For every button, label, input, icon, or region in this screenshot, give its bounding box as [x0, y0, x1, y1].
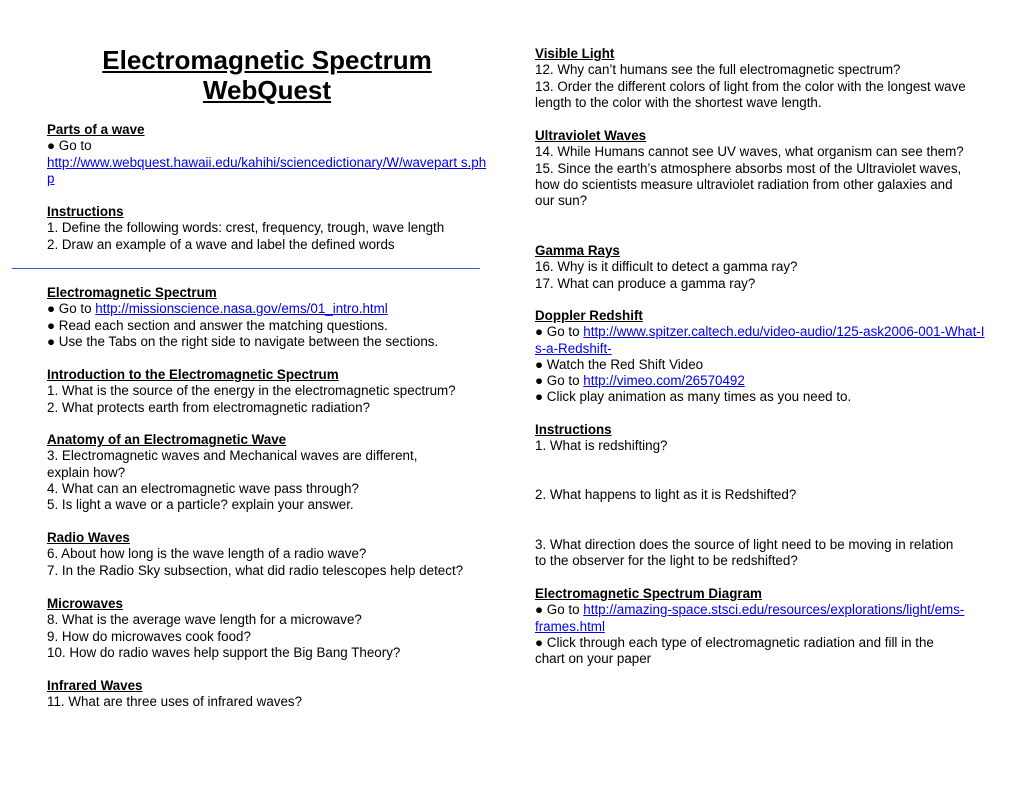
- section-parts-of-wave: [47, 122, 492, 187]
- go-to-text: ● Go to: [535, 373, 584, 389]
- go-to-text: ● Go to: [535, 324, 584, 340]
- heading-microwaves: Microwaves: [47, 596, 123, 611]
- bullet-item: ● Click play animation as many times as you need to.: [535, 389, 852, 405]
- question-item: 15. Since the earth’s atmosphere absorbs most of the Ultraviolet waves, how do scientists measure ultraviolet radiation from other galaxies and our sun?: [535, 160, 962, 209]
- question-item: 3. Electromagnetic waves and Mechanical waves are different, explain how?: [47, 448, 418, 480]
- section-doppler: [535, 308, 985, 406]
- page-title: Electromagnetic Spectrum WebQuest: [102, 45, 432, 105]
- heading-diagram: Electromagnetic Spectrum Diagram: [535, 586, 762, 601]
- question-item: 11. What are three uses of infrared waves?: [47, 694, 303, 710]
- section-ems: [47, 285, 492, 350]
- question-redshifted: [535, 487, 975, 503]
- question-item: 6. About how long is the wave length of a radio wave?: [47, 546, 367, 562]
- question-item: 2. What happens to light as it is Redshifted?: [535, 487, 797, 502]
- section-instructions-right: [535, 422, 975, 455]
- question-item: 10. How do radio waves help support the Big Bang Theory?: [47, 644, 401, 660]
- question-item: 1. What is redshifting?: [535, 438, 668, 454]
- question-item: 5. Is light a wave or a particle? explain your answer.: [47, 497, 354, 513]
- heading-gamma: Gamma Rays: [535, 243, 620, 258]
- instruction-item: 1. Define the following words: crest, frequency, trough, wave length: [47, 220, 445, 236]
- bullet-item: ● Watch the Red Shift Video: [535, 356, 704, 372]
- go-to-text: ● Go to: [47, 301, 96, 317]
- section-uv: [535, 128, 965, 209]
- question-item: 16. Why is it difficult to detect a gamma ray?: [535, 259, 798, 275]
- section-anatomy: [47, 432, 457, 513]
- heading-instructions: Instructions: [535, 422, 612, 437]
- section-intro: [47, 367, 492, 416]
- link-vimeo[interactable]: http://vimeo.com/26570492: [583, 373, 745, 389]
- section-radio: [47, 530, 507, 579]
- question-item: 14. While Humans cannot see UV waves, what organism can see them?: [535, 144, 964, 160]
- link-missionscience[interactable]: http://missionscience.nasa.gov/ems/01_intro.html: [95, 301, 388, 317]
- instruction-item: 2. Draw an example of a wave and label the defined words: [47, 236, 395, 252]
- heading-instructions: Instructions: [47, 204, 124, 219]
- question-item: 3. What direction does the source of light need to be moving in relation to the observer for the light to be redshifted?: [535, 537, 954, 569]
- heading-ems: Electromagnetic Spectrum: [47, 285, 217, 300]
- heading-radio: Radio Waves: [47, 530, 130, 545]
- link-spitzer-redshift[interactable]: http://www.spitzer.caltech.edu/video-audio/125-ask2006-001-What-Is-a-Redshift-: [535, 324, 985, 356]
- link-webquest-hawaii[interactable]: http://www.webquest.hawaii.edu/kahihi/sciencedictionary/W/wavepart s.php: [47, 154, 487, 186]
- question-item: 12. Why can’t humans see the full electromagnetic spectrum?: [535, 62, 901, 78]
- section-diagram: [535, 586, 965, 667]
- bullet-item: ● Use the Tabs on the right side to navigate between the sections.: [47, 333, 439, 349]
- heading-uv: Ultraviolet Waves: [535, 128, 647, 143]
- question-direction: [535, 537, 955, 570]
- section-infrared: [47, 678, 492, 711]
- heading-doppler: Doppler Redshift: [535, 308, 643, 323]
- question-item: 7. In the Radio Sky subsection, what did radio telescopes help detect?: [47, 562, 464, 578]
- bullet-item: ● Read each section and answer the matching questions.: [47, 317, 388, 333]
- section-instructions-left: [47, 204, 492, 253]
- question-item: 4. What can an electromagnetic wave pass through?: [47, 480, 359, 496]
- section-visible-light: [535, 46, 975, 111]
- question-item: 1. What is the source of the energy in the electromagnetic spectrum?: [47, 383, 456, 399]
- heading-anatomy: Anatomy of an Electromagnetic Wave: [47, 432, 287, 447]
- link-amazing-space[interactable]: http://amazing-space.stsci.edu/resources/explorations/light/ems-frames.html: [535, 602, 965, 634]
- question-item: 17. What can produce a gamma ray?: [535, 275, 756, 291]
- divider-line: [12, 268, 480, 269]
- heading-visible-light: Visible Light: [535, 46, 615, 61]
- question-item: 2. What protects earth from electromagnetic radiation?: [47, 399, 371, 415]
- bullet-item: ● Click through each type of electromagnetic radiation and fill in the chart on your paper: [535, 634, 934, 667]
- heading-intro: Introduction to the Electromagnetic Spectrum: [47, 367, 339, 382]
- section-gamma: [535, 243, 975, 292]
- question-item: 9. How do microwaves cook food?: [47, 628, 251, 644]
- question-item: 13. Order the different colors of light from the color with the longest wave length to the color with the shortest wave length.: [535, 78, 966, 110]
- go-to-text: ● Go to: [47, 138, 92, 154]
- heading-infrared: Infrared Waves: [47, 678, 143, 693]
- go-to-text: ● Go to: [535, 602, 584, 618]
- question-item: 8. What is the average wave length for a microwave?: [47, 612, 362, 628]
- heading-parts-of-wave: Parts of a wave: [47, 122, 145, 137]
- section-microwaves: [47, 596, 492, 661]
